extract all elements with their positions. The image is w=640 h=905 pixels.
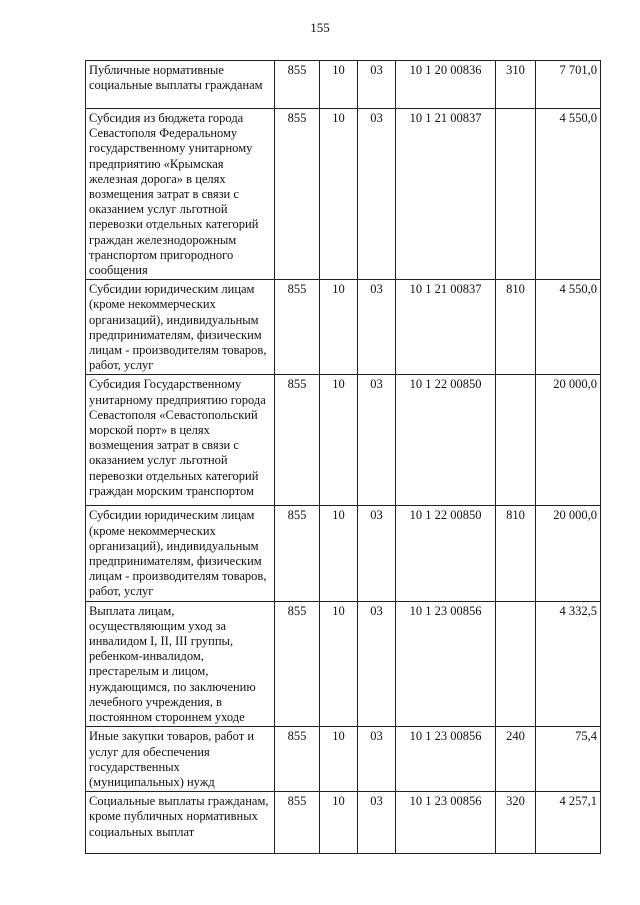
row-expense-type: 310	[496, 61, 536, 109]
table-row	[86, 109, 601, 280]
row-ministry: 855	[275, 109, 320, 280]
row-section: 10	[320, 280, 358, 375]
row-subsection: 03	[358, 792, 396, 854]
row-ministry: 855	[275, 792, 320, 854]
row-section: 10	[320, 109, 358, 280]
row-ministry: 855	[275, 280, 320, 375]
row-target: 10 1 22 00850	[396, 506, 496, 601]
table-row	[86, 61, 601, 109]
row-expense-type: 810	[496, 506, 536, 601]
row-target: 10 1 21 00837	[396, 280, 496, 375]
row-subsection: 03	[358, 61, 396, 109]
table-row	[86, 280, 601, 375]
row-ministry: 855	[275, 601, 320, 727]
row-name: Социальные выплаты гражданам, кроме публичных нормативных социальных выплат	[86, 792, 275, 854]
row-expense-type: 810	[496, 280, 536, 375]
row-target: 10 1 23 00856	[396, 601, 496, 727]
row-subsection: 03	[358, 375, 396, 506]
row-expense-type	[496, 109, 536, 280]
row-ministry: 855	[275, 727, 320, 792]
row-subsection: 03	[358, 727, 396, 792]
row-target: 10 1 22 00850	[396, 375, 496, 506]
page-number: 155	[310, 20, 330, 35]
row-name: Субсидии юридическим лицам (кроме некоммерческих организаций), индивидуальным предпринимателям, физическим лицам - производителям товаров, работ, услуг	[86, 506, 275, 601]
row-expense-type	[496, 375, 536, 506]
row-ministry: 855	[275, 375, 320, 506]
row-name: Публичные нормативные социальные выплаты гражданам	[86, 61, 275, 109]
row-amount: 7 701,0	[536, 61, 601, 109]
row-target: 10 1 21 00837	[396, 109, 496, 280]
row-name: Субсидии юридическим лицам (кроме некоммерческих организаций), индивидуальным предпринимателям, физическим лицам - производителям товаров, работ, услуг	[86, 280, 275, 375]
row-target: 10 1 23 00856	[396, 792, 496, 854]
row-subsection: 03	[358, 280, 396, 375]
table-row	[86, 375, 601, 506]
row-amount: 4 257,1	[536, 792, 601, 854]
row-name: Иные закупки товаров, работ и услуг для обеспечения государственных (муниципальных) нужд	[86, 727, 275, 792]
row-amount: 4 332,5	[536, 601, 601, 727]
row-ministry: 855	[275, 61, 320, 109]
row-target: 10 1 20 00836	[396, 61, 496, 109]
table-row	[86, 506, 601, 601]
row-ministry: 855	[275, 506, 320, 601]
row-amount: 20 000,0	[536, 506, 601, 601]
row-expense-type: 320	[496, 792, 536, 854]
row-section: 10	[320, 727, 358, 792]
row-name: Субсидия из бюджета города Севастополя Федеральному государственному унитарному предприятию «Крымская железная дорога» в целях возмещения затрат в связи с оказанием услуг льготной перевозки отдельных категорий граждан железнодорожным транспортом пригородного сообщения	[86, 109, 275, 280]
row-subsection: 03	[358, 109, 396, 280]
row-name: Выплата лицам, осуществляющим уход за инвалидом I, II, III группы, ребенком-инвалидом, престарелым и лицом, нуждающимся, по заключению лечебного учреждения, в постоянном стороннем уходе	[86, 601, 275, 727]
row-section: 10	[320, 601, 358, 727]
budget-table	[85, 60, 601, 854]
table-row	[86, 792, 601, 854]
row-amount: 4 550,0	[536, 109, 601, 280]
row-section: 10	[320, 792, 358, 854]
row-section: 10	[320, 375, 358, 506]
table-row	[86, 727, 601, 792]
row-section: 10	[320, 61, 358, 109]
table-row	[86, 601, 601, 727]
row-expense-type: 240	[496, 727, 536, 792]
row-expense-type	[496, 601, 536, 727]
row-amount: 75,4	[536, 727, 601, 792]
row-amount: 20 000,0	[536, 375, 601, 506]
row-name: Субсидия Государственному унитарному предприятию города Севастополя «Севастопольский морской порт» в целях возмещения затрат в связи с оказанием услуг льготной перевозки отдельных категорий граждан морским транспортом	[86, 375, 275, 506]
row-amount: 4 550,0	[536, 280, 601, 375]
row-subsection: 03	[358, 506, 396, 601]
row-subsection: 03	[358, 601, 396, 727]
row-section: 10	[320, 506, 358, 601]
row-target: 10 1 23 00856	[396, 727, 496, 792]
